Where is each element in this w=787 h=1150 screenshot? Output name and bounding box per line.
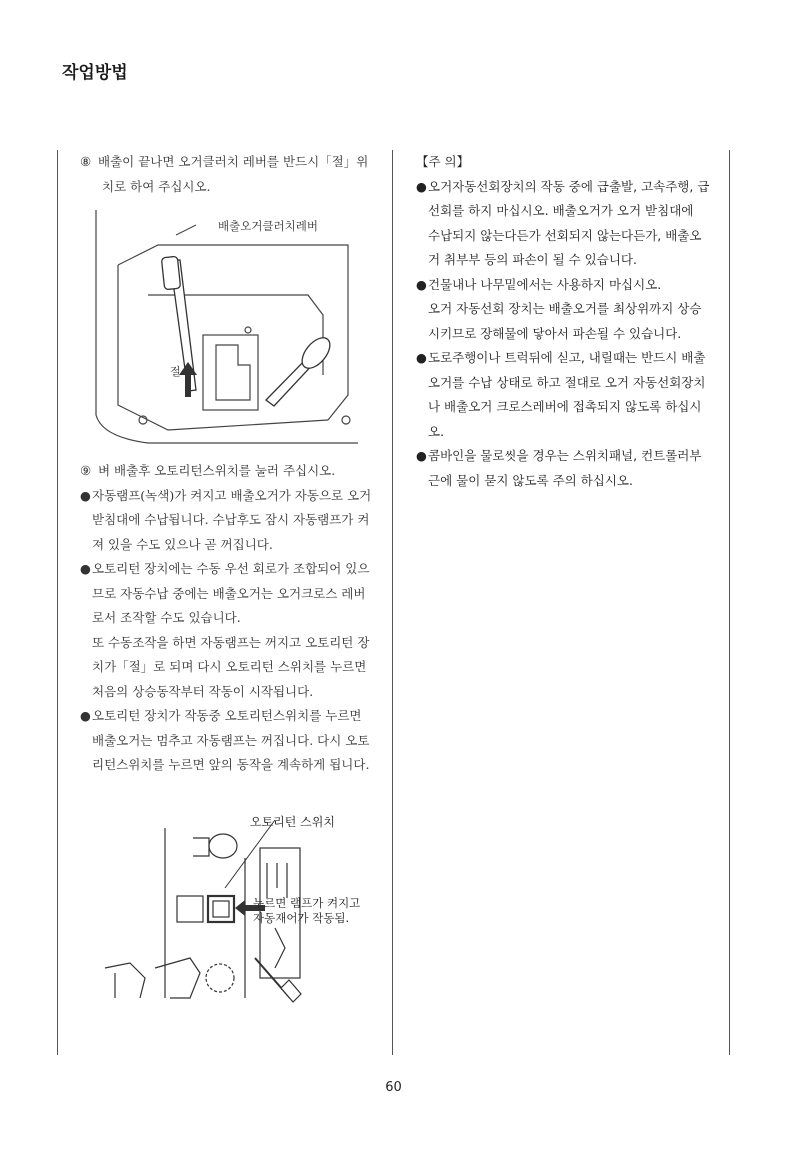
caution-item-indoors bbox=[416, 273, 714, 347]
bullet-line: 치가「절」로 되며 다시 오토리턴 스위치를 누르면 bbox=[92, 659, 367, 674]
bullet-line: 오토리턴 장치에는 수동 우선 회로가 조합되어 있으 bbox=[92, 561, 370, 576]
bullet-line: 오토리턴 장치가 작동중 오토리턴스위치를 누르면 bbox=[92, 708, 362, 723]
fig2-label: 오토리턴 스위치 bbox=[250, 815, 335, 829]
caution-item-sudden-start bbox=[416, 175, 714, 273]
bullet-line: 자동램프(녹색)가 켜지고 배출오거가 자동으로 오거 bbox=[92, 487, 372, 503]
caution-line: 거 취부부 등의 파손이 될 수 있습니다. bbox=[428, 252, 637, 267]
caution-title: 【주 의】 bbox=[416, 154, 470, 169]
fig2-note-line-1: 누르면 램프가 켜지고 bbox=[253, 896, 361, 910]
clutch-lever-grip bbox=[161, 256, 180, 289]
caution-line: 콤바인을 물로씻을 경우는 스위치패널, 컨트롤러부 bbox=[428, 448, 702, 463]
bullet-dot: ● bbox=[80, 561, 91, 576]
caution-line: 건물내나 나무밑에서는 사용하지 마십시오. bbox=[428, 276, 662, 292]
right-margin-rule bbox=[729, 150, 730, 1055]
section-title: 작업방법 bbox=[62, 63, 128, 83]
bullet-line: 져 있을 수도 있으나 곧 꺼집니다. bbox=[92, 536, 273, 552]
fig2-note-line-2: 자동재어가 작동됨. bbox=[253, 911, 350, 925]
bullet-auto-lamp bbox=[80, 484, 380, 558]
lamp-icon bbox=[177, 896, 203, 922]
key-switch-icon bbox=[209, 834, 237, 858]
bullet-manual-priority bbox=[80, 557, 380, 704]
caution-item-road-travel bbox=[416, 346, 714, 444]
bullet-dot: ● bbox=[80, 487, 91, 503]
gear-icon bbox=[206, 964, 234, 992]
left-margin-rule bbox=[57, 150, 58, 1055]
auger-clutch-lever-figure bbox=[88, 205, 368, 450]
caution-line: 시키므로 장해물에 닿아서 파손될 수 있습니다. bbox=[428, 325, 682, 341]
step-8 bbox=[80, 150, 380, 175]
lever-gate bbox=[216, 345, 250, 400]
bullet-dot: ● bbox=[416, 276, 427, 292]
bullet-dot: ● bbox=[80, 708, 91, 723]
bullet-line: 로서 조작할 수도 있습니다. bbox=[92, 610, 241, 625]
auto-return-switch-button bbox=[208, 896, 234, 922]
step-8-line-1: 배출이 끝나면 오거클러치 레버를 반드시「절」위 bbox=[98, 154, 369, 169]
caution-line: 오거 자동선회 장치는 배출오거를 최상위까지 상승 bbox=[428, 301, 702, 316]
bullet-auto-return-stop bbox=[80, 704, 380, 778]
step-8-number: ⑧ bbox=[80, 154, 92, 169]
caution-line: 선회를 하지 마십시오. 배출오거가 오거 받침대에 bbox=[428, 203, 694, 218]
bullet-line: 므로 자동수납 중에는 배출오거는 오거크로스 레버 bbox=[92, 585, 366, 601]
fig1-label: 배출오거클러치레버 bbox=[218, 219, 318, 233]
bullet-dot: ● bbox=[416, 178, 427, 194]
center-column-rule bbox=[392, 150, 393, 1055]
step-9-line-1: 벼 배출후 오토리턴스위치를 눌러 주십시오. bbox=[98, 463, 336, 478]
caution-item-washing bbox=[416, 444, 714, 493]
step-8-line-2: 치로 하여 주십시오. bbox=[102, 178, 211, 194]
bullet-line: 처음의 상승동작부터 작동이 시작됩니다. bbox=[92, 683, 314, 699]
caution-line: 오. bbox=[428, 423, 445, 439]
bullet-dot: ● bbox=[416, 350, 427, 365]
auto-return-switch-figure bbox=[95, 808, 385, 1008]
caution-line: 근에 물이 묻지 않도록 주의 하십시오. bbox=[428, 472, 633, 488]
caution-line: 수납되지 않는다든가 선회되지 않는다든가, 배출오 bbox=[428, 227, 702, 243]
caution-line: 나 배출오거 크로스레버에 접촉되지 않도록 하십시 bbox=[428, 399, 702, 414]
bolt-icon bbox=[342, 416, 350, 424]
bullet-line: 리턴스위치를 누르면 앞의 동작을 계속하게 됩니다. bbox=[92, 757, 370, 772]
bullet-line: 또 수동조작을 하면 자동램프는 꺼지고 오토리턴 장 bbox=[92, 634, 370, 650]
bullet-dot: ● bbox=[416, 448, 427, 463]
caution-line: 도로주행이나 트럭뒤에 싣고, 내릴때는 반드시 배출 bbox=[428, 350, 706, 365]
fig1-position-mark: 절 bbox=[170, 365, 181, 378]
caution-line: 오거를 수납 상태로 하고 절대로 오거 자동선회장치 bbox=[428, 374, 706, 390]
caution-line: 오거자동선회장치의 작동 중에 급출발, 고속주행, 급 bbox=[428, 178, 710, 194]
step-9 bbox=[80, 459, 380, 484]
panel-frame bbox=[118, 245, 348, 420]
bullet-line: 배출오거는 멈추고 자동램프는 꺼집니다. 다시 오토 bbox=[92, 732, 370, 748]
bullet-line: 받침대에 수납됩니다. 수납후도 잠시 자동램프가 켜 bbox=[92, 512, 370, 527]
right-column-caution bbox=[416, 150, 714, 493]
step-9-number: ⑨ bbox=[80, 463, 92, 478]
page-number: 60 bbox=[385, 1080, 402, 1095]
